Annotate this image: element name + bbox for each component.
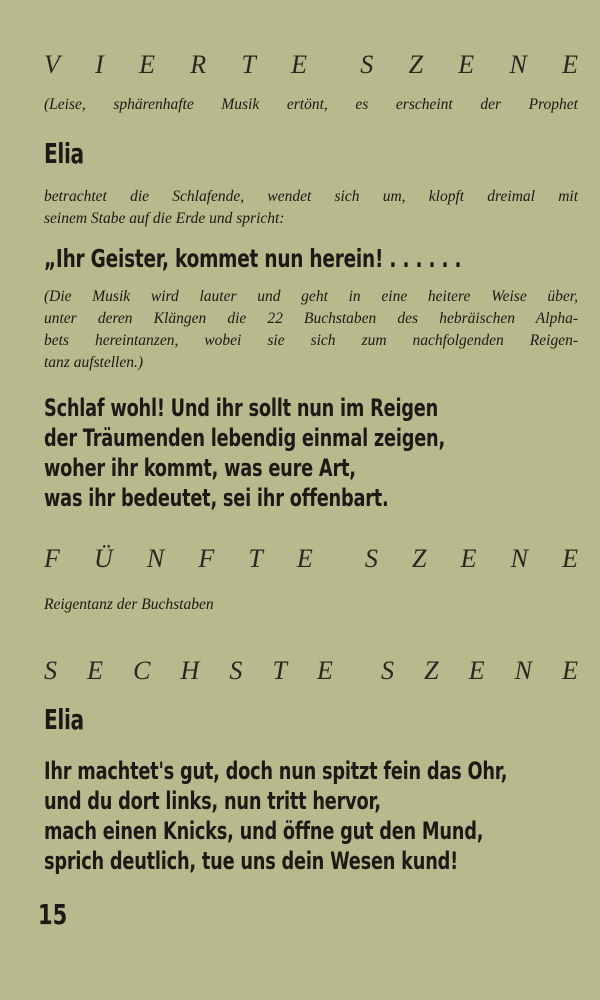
scene-4-heading [44, 50, 578, 80]
heading-letter: E [317, 656, 333, 685]
stage-line: bets hereintanzen, wobei sie sich zum nachfolgenden Reigen- [44, 332, 578, 349]
heading-letter: R [190, 50, 207, 79]
heading-letter: E [460, 544, 477, 573]
stage-direction-action [44, 186, 578, 230]
stage-direction-dance: Reigentanz der Buchstaben [44, 596, 214, 613]
verse-line: sprich deutlich, tue uns dein Wesen kund! [44, 847, 458, 875]
verse-line: Schlaf wohl! Und ihr sollt nun im Reigen [44, 394, 439, 422]
page-number: 15 [38, 898, 68, 931]
heading-letter: N [509, 50, 527, 79]
verse-line: und du dort links, nun tritt hervor, [44, 787, 381, 815]
heading-letter: Z [408, 50, 424, 79]
stage-line: seinem Stabe auf die Erde und spricht: [44, 210, 285, 227]
heading-letter: E [291, 50, 308, 79]
stage-line: (Die Musik wird lauter und geht in eine heitere Weise über, [44, 288, 578, 305]
verse-line: was ihr bedeutet, sei ihr offenbart. [44, 484, 389, 512]
stage-line: unter deren Klängen die 22 Buchstaben des hebräischen Alpha- [44, 310, 578, 327]
heading-letter: N [514, 656, 533, 685]
heading-letter: Z [412, 544, 427, 573]
scene-5-heading [44, 544, 578, 574]
spoken-call: „Ihr Geister, kommet nun herein! . . . . . . [44, 244, 462, 273]
heading-letter: E [562, 50, 578, 79]
heading-letter: T [241, 50, 256, 79]
heading-letter: E [562, 656, 578, 685]
speaker-name: Elia [44, 703, 84, 736]
heading-letter: E [562, 544, 578, 573]
stage-line: betrachtet die Schlafende, wendet sich um, klopft dreimal mit [44, 188, 578, 205]
verse-line: der Träumenden lebendig einmal zeigen, [44, 424, 445, 452]
heading-letter: E [87, 656, 103, 685]
verse-line: Ihr machtet's gut, doch nun spitzt fein das Ohr, [44, 757, 508, 785]
heading-letter: F [44, 544, 60, 573]
heading-letter: S [364, 544, 378, 573]
stage-line: tanz aufstellen.) [44, 354, 144, 371]
speaker-name: Elia [44, 137, 84, 170]
heading-letter: C [133, 656, 151, 685]
verse-line: mach einen Knicks, und öffne gut den Mund, [44, 817, 484, 845]
heading-letter: S [44, 656, 57, 685]
heading-letter: E [296, 544, 313, 573]
heading-letter: E [139, 50, 155, 79]
heading-letter: N [510, 544, 528, 573]
heading-letter: E [458, 50, 475, 79]
heading-letter: F [198, 544, 215, 573]
heading-letter: T [272, 656, 287, 685]
heading-letter: E [468, 656, 485, 685]
heading-letter: S [381, 656, 395, 685]
verse-block [44, 393, 445, 513]
verse-line: woher ihr kommt, was eure Art, [44, 454, 356, 482]
heading-letter: V [44, 50, 60, 79]
stage-direction-intro: (Leise, sphärenhafte Musik ertönt, es erscheint der Prophet [44, 96, 578, 113]
heading-letter: S [360, 50, 374, 79]
heading-letter: T [248, 544, 263, 573]
scene-6-heading [44, 656, 578, 686]
heading-letter: I [95, 50, 104, 79]
verse-block [44, 756, 507, 876]
heading-letter: N [146, 544, 165, 573]
heading-letter: Z [424, 656, 439, 685]
heading-letter: H [180, 656, 200, 685]
heading-letter: S [229, 656, 243, 685]
stage-direction-music [44, 286, 578, 374]
heading-letter: Ü [94, 544, 113, 573]
